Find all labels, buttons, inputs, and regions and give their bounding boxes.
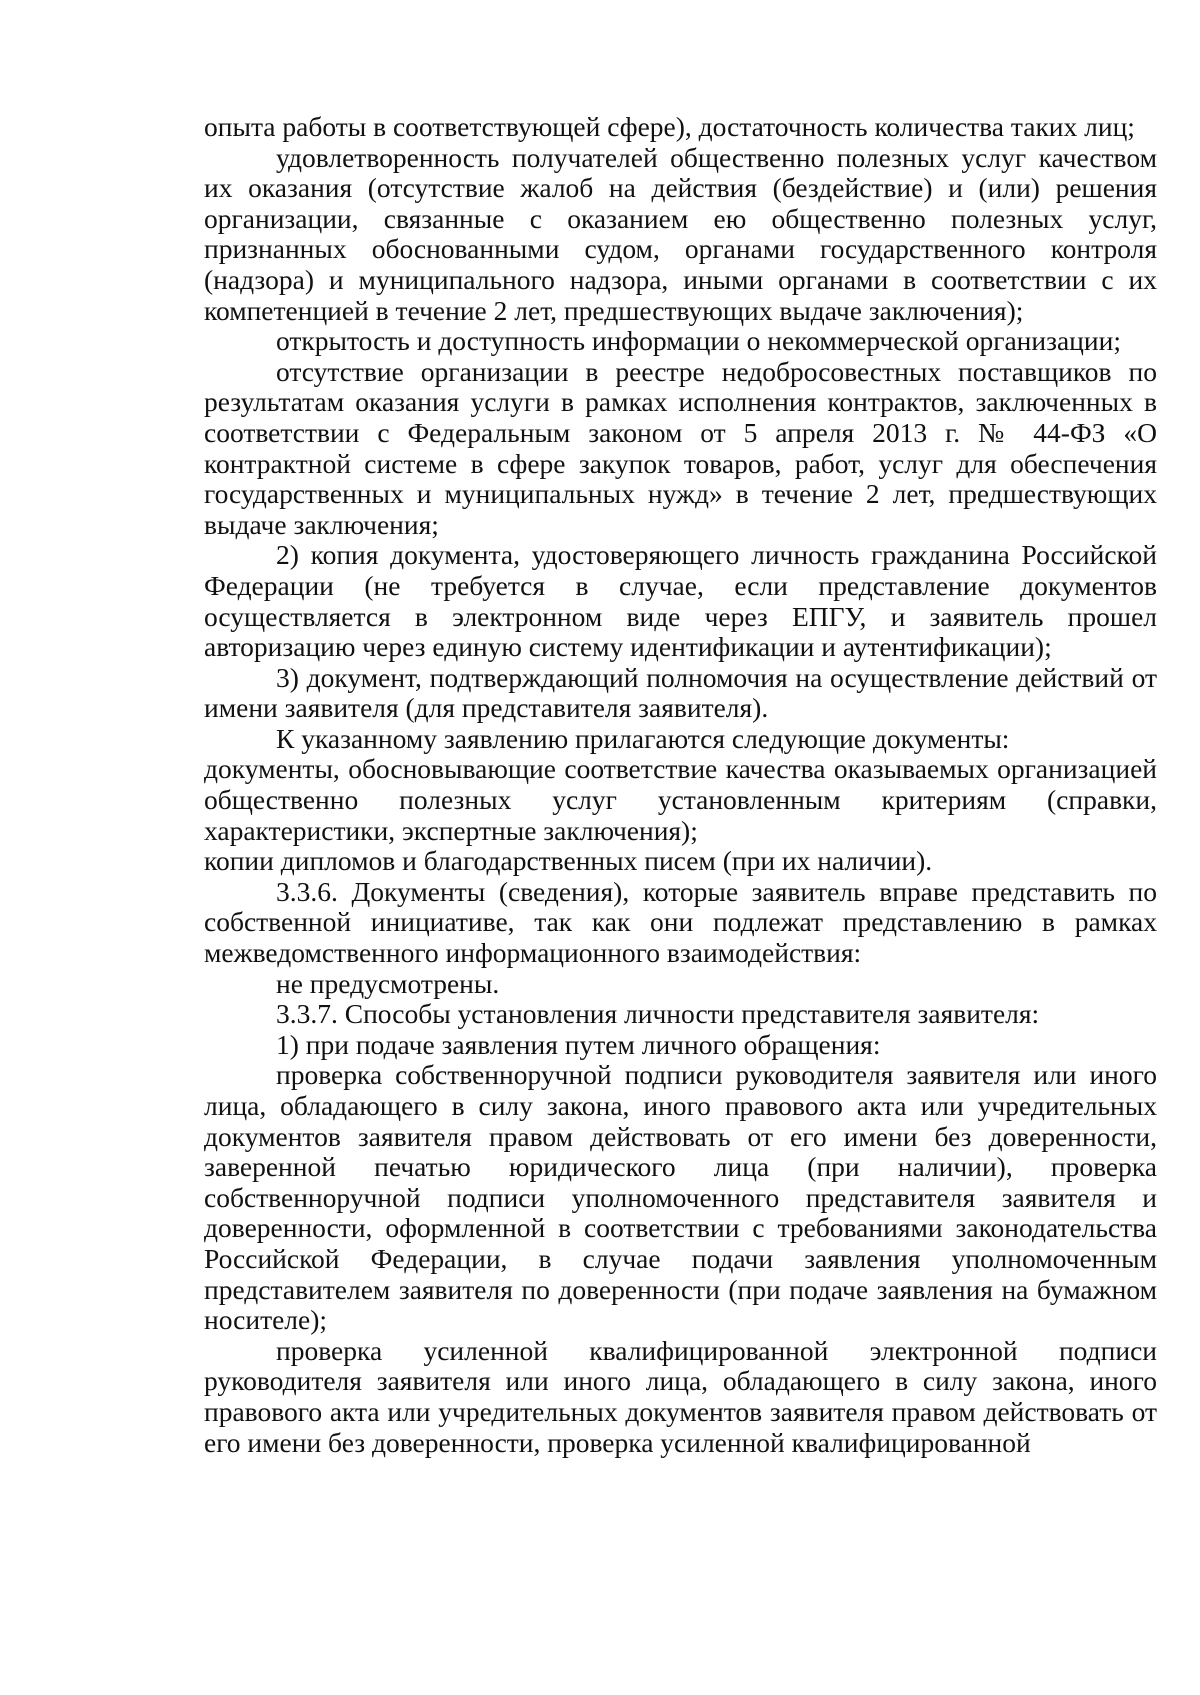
paragraph: 3.3.6. Документы (сведения), которые заявитель вправе представить по собственной инициативе, так как они подлежат представлению в рамках межведомственного информационного взаимодействия: (204, 875, 1157, 969)
paragraph: 1) при подаче заявления путем личного обращения: (276, 1028, 881, 1060)
paragraph: 3.3.7. Способы установления личности представителя заявителя: (276, 998, 1040, 1030)
paragraph: открытость и доступность информации о некоммерческой организации; (276, 325, 1121, 357)
paragraph: не предусмотрены. (276, 967, 500, 999)
paragraph: 2) копия документа, удостоверяющего личность гражданина Российской Федерации (не требуется в случае, если представление документов осуществляется в электронном виде через ЕПГУ, и заявитель прошел авторизацию через единую систему идентификации и аутентификации); (204, 539, 1157, 663)
paragraph: документы, обосновывающие соответствие качества оказываемых организацией общественно полезных услуг установленным критериям (справки, характеристики, экспертные заключения); (204, 753, 1157, 846)
paragraph: 3) документ, подтверждающий полномочия на осуществление действий от имени заявителя (для представителя заявителя). (204, 661, 1157, 724)
paragraph: удовлетворенность получателей общественно полезных услуг качеством их оказания (отсутствие жалоб на действия (бездействие) и (или) решения организации, связанные с оказанием ею общественно полезных услуг, признанных обоснованными судом, органами государственного контроля (надзора) и муниципального надзора, иными органами в соответствии с их компетенцией в течение 2 лет, предшествующих выдаче заключения); (204, 141, 1157, 326)
paragraph: проверка собственноручной подписи руководителя заявителя или иного лица, обладающего в силу закона, иного правового акта или учредительных документов заявителя правом действовать от его имени без доверенности, заверенной печатью юридического лица (при наличии), проверка собственноручной подписи уполномоченного представителя заявителя и доверенности, оформленной в соответствии с требованиями законодательства Российской Федерации, в случае подачи заявления уполномоченным представителем заявителя по доверенности (при подаче заявления на бумажном носителе); (204, 1059, 1157, 1336)
paragraph: отсутствие организации в реестре недобросовестных поставщиков по результатам оказания услуги в рамках исполнения контрактов, заключенных в соответствии с Федеральным законом от 5 апреля 2013 г. № 44-ФЗ «О контрактной системе в сфере закупок товаров, работ, услуг для обеспечения государственных и муниципальных нужд» в течение 2 лет, предшествующих выдаче заключения; (204, 355, 1157, 540)
paragraph: копии дипломов и благодарственных писем (при их наличии). (204, 845, 933, 877)
paragraph: проверка усиленной квалифицированной электронной подписи руководителя заявителя или иного лица, обладающего в силу закона, иного правового акта или учредительных документов заявителя правом действовать от его имени без доверенности, проверка усиленной квалифицированной (204, 1334, 1157, 1458)
paragraph: опыта работы в соответствующей сфере), достаточность количества таких лиц; (204, 111, 1135, 142)
document-page (204, 112, 1157, 1458)
paragraph: К указанному заявлению прилагаются следующие документы: (276, 722, 1010, 754)
